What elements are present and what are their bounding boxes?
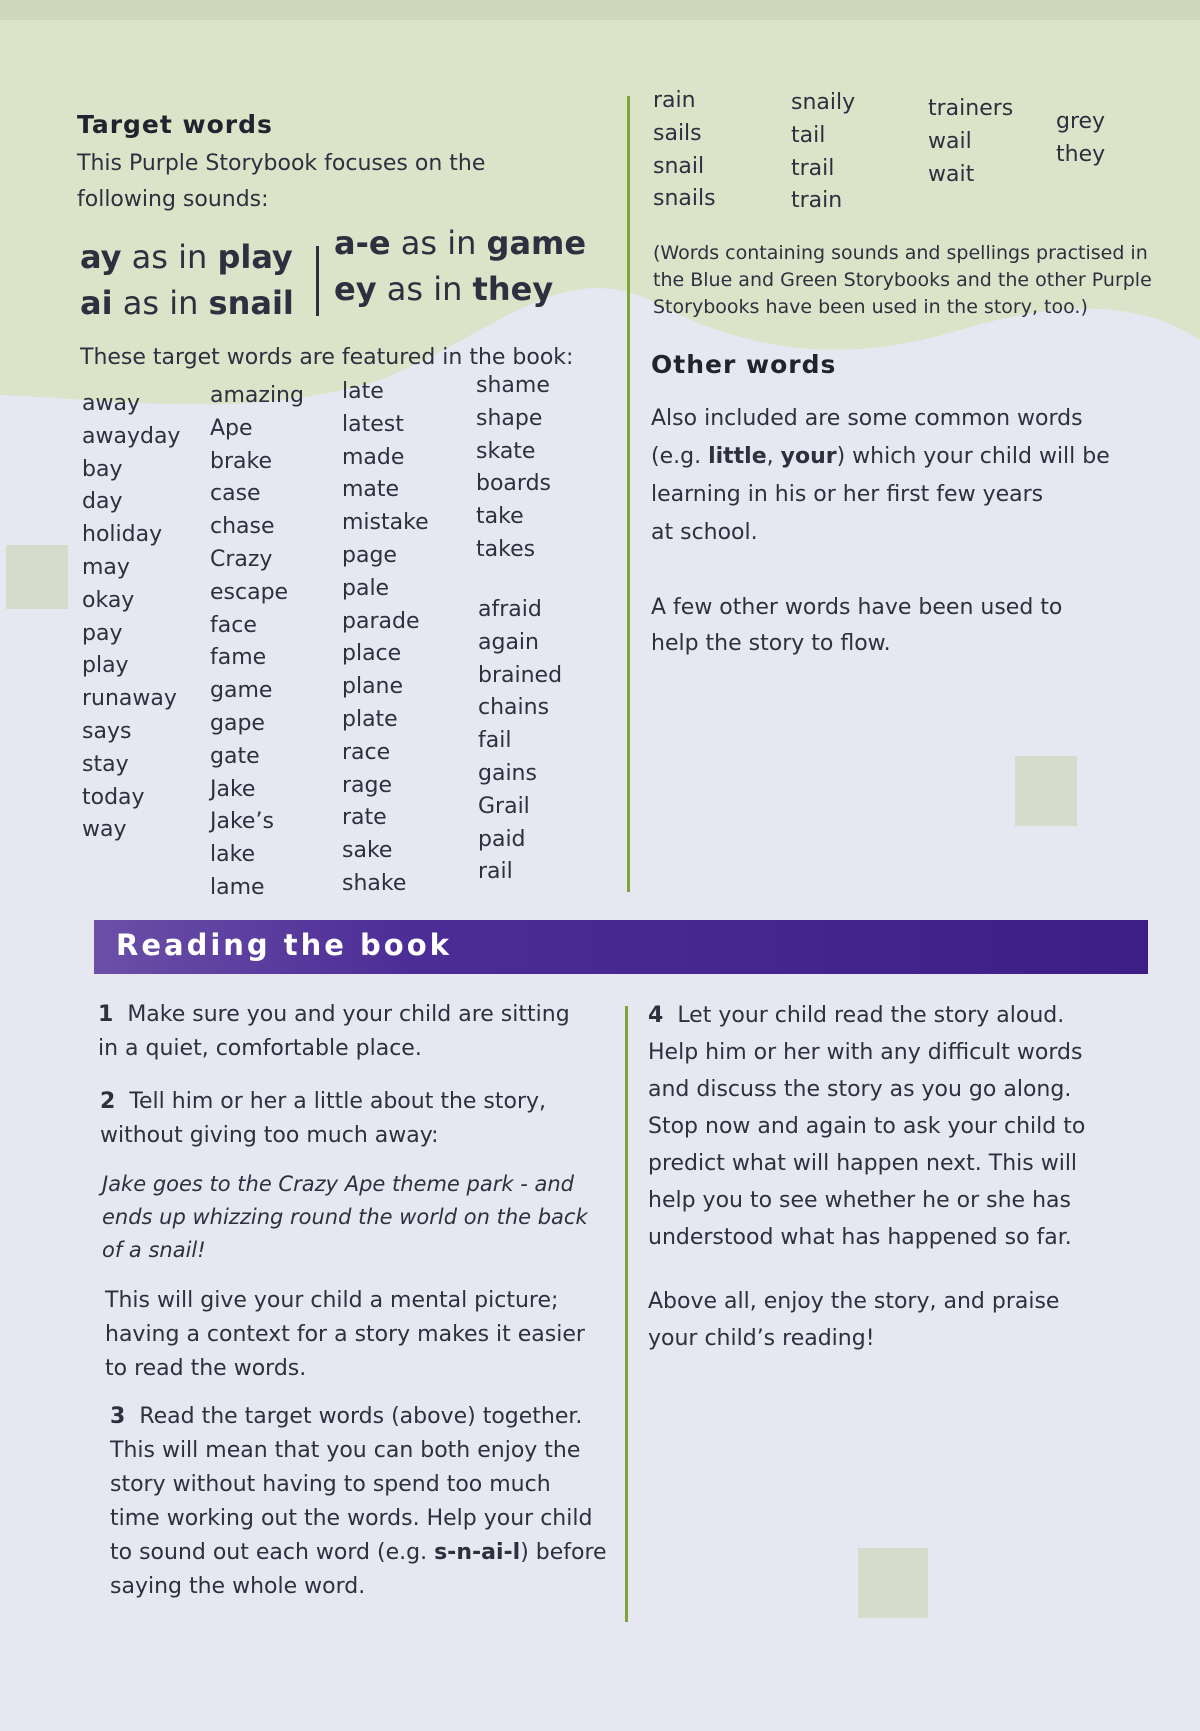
step-line: help you to see whether he or she has — [648, 1188, 1071, 1213]
target-word: pale — [342, 575, 390, 601]
target-word: sails — [653, 120, 702, 146]
target-word: train — [791, 188, 843, 214]
target-word: parade — [342, 608, 420, 634]
word-column-2 — [210, 380, 304, 905]
target-word: race — [342, 739, 391, 765]
target-word: game — [210, 678, 273, 704]
target-word: wail — [928, 128, 972, 154]
sound-ai — [80, 280, 294, 326]
step-number: 2 — [100, 1089, 116, 1114]
phoneme-example — [434, 1540, 520, 1565]
step-line: without giving too much away: — [100, 1123, 439, 1148]
target-word: stay — [82, 751, 129, 777]
phoneme-dash: - — [471, 1540, 482, 1565]
target-word: afraid — [478, 597, 542, 622]
phoneme-dash: - — [447, 1540, 457, 1565]
target-word: Grail — [478, 793, 530, 819]
step-line — [648, 997, 1085, 1034]
phoneme: s — [434, 1540, 448, 1565]
sound-ey — [334, 266, 586, 312]
target-word: mate — [342, 477, 400, 503]
target-word: snails — [653, 186, 716, 212]
target-word: skate — [476, 438, 536, 464]
step-1 — [98, 998, 570, 1066]
note-line: the Blue and Green Storybooks and the other Purple — [653, 269, 1152, 291]
sound-spelling: ey — [334, 270, 377, 308]
target-word: fail — [478, 728, 512, 754]
target-word: shape — [476, 405, 543, 431]
example-word: little — [708, 444, 767, 469]
phoneme-dash: - — [503, 1540, 513, 1565]
target-word: paid — [478, 826, 526, 852]
para-line — [651, 438, 1110, 476]
target-word: place — [342, 641, 402, 667]
target-word: trainers — [928, 96, 1014, 121]
target-word: runaway — [82, 686, 177, 712]
step-line: predict what will happen next. This will — [648, 1151, 1078, 1176]
note-line: (Words containing sounds and spellings practised in — [653, 242, 1148, 264]
target-word: grey — [1056, 109, 1106, 134]
sounds-right — [334, 220, 586, 312]
target-word: plate — [342, 706, 398, 732]
step-line: This will mean that you can both enjoy the — [110, 1438, 581, 1463]
target-word: they — [1056, 141, 1106, 167]
target-word: lake — [210, 842, 256, 868]
target-word: brake — [210, 448, 272, 474]
step-number: 1 — [98, 1002, 114, 1027]
word-column-1 — [82, 388, 180, 847]
other-words-para-2 — [651, 590, 1062, 662]
step-line: understood what has happened so far. — [648, 1225, 1072, 1250]
target-word: tail — [791, 122, 826, 148]
target-word: brained — [478, 662, 563, 688]
target-word: gains — [478, 760, 537, 786]
target-word: may — [82, 554, 130, 580]
step-line — [100, 1085, 546, 1119]
other-words-para-1 — [651, 400, 1110, 552]
target-word: rail — [478, 859, 513, 885]
target-word: sake — [342, 838, 393, 864]
target-word: lame — [210, 874, 265, 900]
target-word: rain — [653, 88, 696, 113]
step-line: This will give your child a mental picture; — [105, 1288, 559, 1313]
closing-line: Above all, enjoy the story, and praise — [648, 1289, 1060, 1314]
target-word: pay — [82, 620, 123, 646]
sound-example: they — [472, 270, 554, 308]
target-word: latest — [342, 411, 404, 437]
target-word: again — [478, 629, 539, 655]
sound-ay — [80, 234, 294, 280]
sound-as-in: as in — [122, 284, 199, 322]
bottom-column-rule — [625, 1006, 628, 1622]
target-word: case — [210, 481, 261, 507]
target-word: boards — [476, 471, 551, 497]
word-column-right-1 — [653, 85, 716, 216]
step-line: having a context for a story makes it easier — [105, 1322, 585, 1347]
phoneme: n — [456, 1540, 472, 1565]
sound-example: snail — [208, 284, 294, 322]
step-line: story without having to spend too much — [110, 1472, 551, 1497]
intro-line: This Purple Storybook focuses on the — [77, 151, 486, 176]
step-line: and discuss the story as you go along. — [648, 1077, 1072, 1102]
sound-example: play — [217, 238, 293, 276]
target-word: away — [82, 391, 140, 416]
step-line — [98, 998, 570, 1032]
target-word: snail — [653, 153, 705, 179]
target-word: says — [82, 718, 132, 744]
target-word: trail — [791, 155, 835, 181]
text-span: (e.g. — [651, 444, 709, 469]
target-word: rate — [342, 805, 387, 831]
reading-banner — [94, 920, 1148, 974]
step-4 — [648, 997, 1085, 1256]
para-line: help the story to flow. — [651, 631, 891, 656]
sound-a-e — [334, 220, 586, 266]
target-words-heading: Target words — [77, 110, 273, 139]
other-words-heading: Other words — [651, 350, 837, 379]
text-span: Tell him or her a little about the story, — [129, 1089, 547, 1114]
word-column-4b — [478, 594, 562, 889]
sounds-divider — [316, 246, 319, 316]
target-word: today — [82, 784, 145, 810]
sound-spelling: a-e — [334, 224, 391, 262]
blurb-line: ends up whizzing round the world on the back — [102, 1205, 588, 1229]
sound-as-in: as in — [131, 238, 208, 276]
text-span: Read the target words (above) together. — [139, 1404, 583, 1429]
target-word: chains — [478, 695, 550, 721]
word-column-right-3 — [928, 93, 1013, 191]
target-word: takes — [476, 536, 536, 562]
step-line: time working out the words. Help your child — [110, 1506, 593, 1531]
sound-spelling: ay — [80, 238, 122, 276]
target-word: escape — [210, 579, 289, 605]
spellings-note — [653, 240, 1153, 321]
word-column-right-2 — [791, 87, 855, 218]
target-word: page — [342, 542, 397, 568]
step-2-followup — [105, 1284, 585, 1386]
closing-note — [648, 1283, 1059, 1357]
target-word: snaily — [791, 90, 856, 115]
target-intro — [77, 146, 485, 218]
phoneme: l — [512, 1540, 521, 1565]
target-word: bay — [82, 456, 123, 482]
para-line: at school. — [651, 520, 758, 545]
target-word: awayday — [82, 423, 181, 449]
step-number: 4 — [648, 1003, 664, 1028]
featured-label: These target words are featured in the book: — [80, 345, 574, 370]
target-word: gate — [210, 743, 260, 769]
step-2 — [100, 1085, 546, 1153]
example-word: your — [780, 444, 837, 469]
target-word: play — [82, 653, 129, 679]
step-line: to read the words. — [105, 1356, 307, 1381]
blurb-line: Jake goes to the Crazy Ape theme park - and — [102, 1172, 574, 1196]
story-blurb — [102, 1168, 588, 1267]
text-span: ) before — [520, 1540, 607, 1565]
target-word: Crazy — [210, 546, 273, 572]
banner-title: Reading the book — [116, 928, 452, 962]
target-word: Ape — [210, 415, 253, 441]
para-line: learning in his or her first few years — [651, 482, 1044, 507]
target-word: Jake’s — [210, 809, 274, 835]
target-word: wait — [928, 161, 975, 187]
closing-line: your child’s reading! — [648, 1326, 875, 1351]
para-line: A few other words have been used to — [651, 595, 1063, 620]
target-word: holiday — [82, 522, 163, 548]
target-word: day — [82, 489, 123, 515]
target-word: shake — [342, 870, 407, 896]
step-3 — [110, 1400, 607, 1604]
note-line: Storybooks have been used in the story, too.) — [653, 296, 1088, 318]
target-word: plane — [342, 674, 404, 700]
sound-spelling: ai — [80, 284, 113, 322]
target-word: mistake — [342, 510, 429, 536]
target-word: fame — [210, 645, 267, 671]
target-word: chase — [210, 514, 275, 540]
step-line: in a quiet, comfortable place. — [98, 1036, 422, 1061]
target-word: late — [342, 379, 384, 404]
text-span: Let your child read the story aloud. — [677, 1003, 1065, 1028]
word-column-right-4 — [1056, 106, 1105, 172]
text-span: to sound out each word (e.g. — [110, 1540, 435, 1565]
sound-example: game — [486, 224, 587, 262]
intro-line: following sounds: — [77, 187, 269, 212]
target-word: okay — [82, 587, 135, 613]
word-column-4a — [476, 370, 551, 567]
sound-as-in: as in — [400, 224, 477, 262]
sound-as-in: as in — [386, 270, 463, 308]
step-line: Help him or her with any difficult words — [648, 1040, 1083, 1065]
text-span: Make sure you and your child are sitting — [127, 1002, 570, 1027]
target-word: Jake — [210, 776, 256, 802]
top-column-rule — [627, 96, 630, 892]
target-word: take — [476, 504, 524, 530]
step-line: saying the whole word. — [110, 1574, 366, 1599]
target-word: made — [342, 444, 405, 470]
step-number: 3 — [110, 1404, 126, 1429]
para-line: Also included are some common words — [651, 406, 1083, 431]
text-span: , — [766, 444, 781, 469]
target-word: rage — [342, 772, 393, 798]
step-line — [110, 1400, 607, 1434]
step-line — [110, 1536, 607, 1570]
phoneme: ai — [481, 1540, 504, 1565]
target-word: way — [82, 817, 127, 843]
sounds-left — [80, 234, 294, 326]
text-span: ) which your child will be — [836, 444, 1110, 469]
blurb-line: of a snail! — [102, 1238, 206, 1262]
target-word: amazing — [210, 383, 304, 408]
step-line: Stop now and again to ask your child to — [648, 1114, 1086, 1139]
word-column-3 — [342, 376, 429, 901]
target-word: face — [210, 612, 257, 638]
target-word: gape — [210, 710, 265, 736]
target-word: shame — [476, 373, 550, 398]
